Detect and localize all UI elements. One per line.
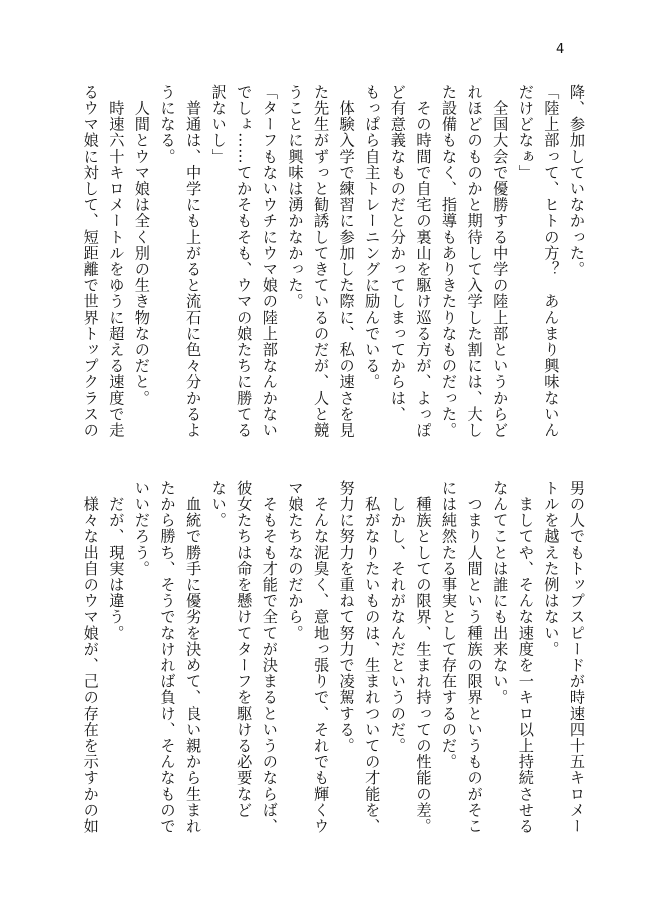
text-line: だけどなぁ」	[516, 84, 535, 181]
text-line: 様々な出自のウマ娘が、己の存在を示すかの如	[81, 480, 100, 835]
text-line: 降、参加していなかった。	[568, 84, 586, 278]
text-line: 努力に努力を重ねて努力で凌駕する。	[337, 480, 356, 754]
text-line: たから勝ち、そうでなければ負け、そんなもので	[158, 480, 177, 835]
page-number: 4	[556, 42, 565, 57]
text-line: しかし、それがなんだというのだ。	[388, 480, 407, 754]
text-line: 普通は、中学にも上がると流石に色々分かるよ	[184, 84, 203, 439]
text-line: た先生がずっと勧誘してきているのだが、人と競	[312, 84, 331, 439]
text-line: そんな泥臭く、意地っ張りで、それでも輝くウ	[312, 480, 331, 835]
text-line: つまり人間という種族の限界というものがそこ	[465, 480, 484, 835]
lower-text-block	[69, 480, 589, 840]
text-line: には純然たる事実として存在するのだ。	[440, 480, 459, 770]
text-line: もっぱら自主トレーニングに励んでいる。	[363, 84, 382, 390]
text-line: ど有意義なものだと分かってしまってからは、	[388, 84, 407, 423]
text-line: ない。	[209, 480, 228, 529]
text-line: そもそも才能で全てが決まるというのならば、	[260, 480, 279, 835]
text-line: 全国大会で優勝する中学の陸上部というからど	[491, 84, 510, 439]
text-line: なんてことは誰にも出来ない。	[491, 480, 510, 706]
text-line: マ娘たちなのだから。	[286, 480, 305, 641]
text-line: だが、現実は違う。	[107, 480, 126, 641]
text-line: うことに興味は湧かなかった。	[286, 84, 305, 310]
text-line: 「陸上部って、ヒトの方？ あんまり興味ないん	[542, 84, 561, 439]
text-line: 血統で勝手に優劣を決めて、良い親から生まれ	[184, 480, 203, 835]
text-line: 時速六十キロメートルをゆうに超える速度で走	[107, 84, 126, 439]
text-line: 男の人でもトップスピードが時速四十五キロメー	[568, 480, 586, 835]
text-line: 人間とウマ娘は全く別の生き物なのだと。	[132, 84, 151, 406]
text-line: 彼女たちは命を懸けてターフを駆ける必要など	[235, 480, 254, 819]
text-line: た設備もなく、指導もありきたりなものだった。	[440, 84, 459, 439]
text-line: れほどのものかと期待して入学した割には、大し	[465, 84, 484, 439]
text-line: 体験入学で練習に参加した際に、私の速さを見	[337, 84, 356, 439]
text-line: 私がなりたいものは、生まれついての才能を、	[363, 480, 382, 835]
upper-text-block	[69, 84, 589, 438]
text-line: 訳ないし」	[209, 84, 228, 165]
text-line: ましてや、そんな速度を一キロ以上持続させる	[516, 480, 535, 835]
text-line: トルを越えた例はない。	[542, 480, 561, 658]
text-line: 「ターフもないウチにウマ娘の陸上部なんかない	[260, 84, 279, 439]
text-line: いいだろう。	[132, 480, 151, 577]
text-line: 種族としての限界、生まれ持っての性能の差。	[414, 480, 433, 835]
text-line: うになる。	[158, 84, 177, 165]
text-line: るウマ娘に対して、短距離で世界トップクラスの	[81, 84, 100, 439]
text-line: でしょ……てかそもそも、ウマの娘たちに勝てる	[235, 84, 254, 439]
text-line: その時間で自宅の裏山を駆け巡る方が、よっぽ	[414, 84, 433, 439]
